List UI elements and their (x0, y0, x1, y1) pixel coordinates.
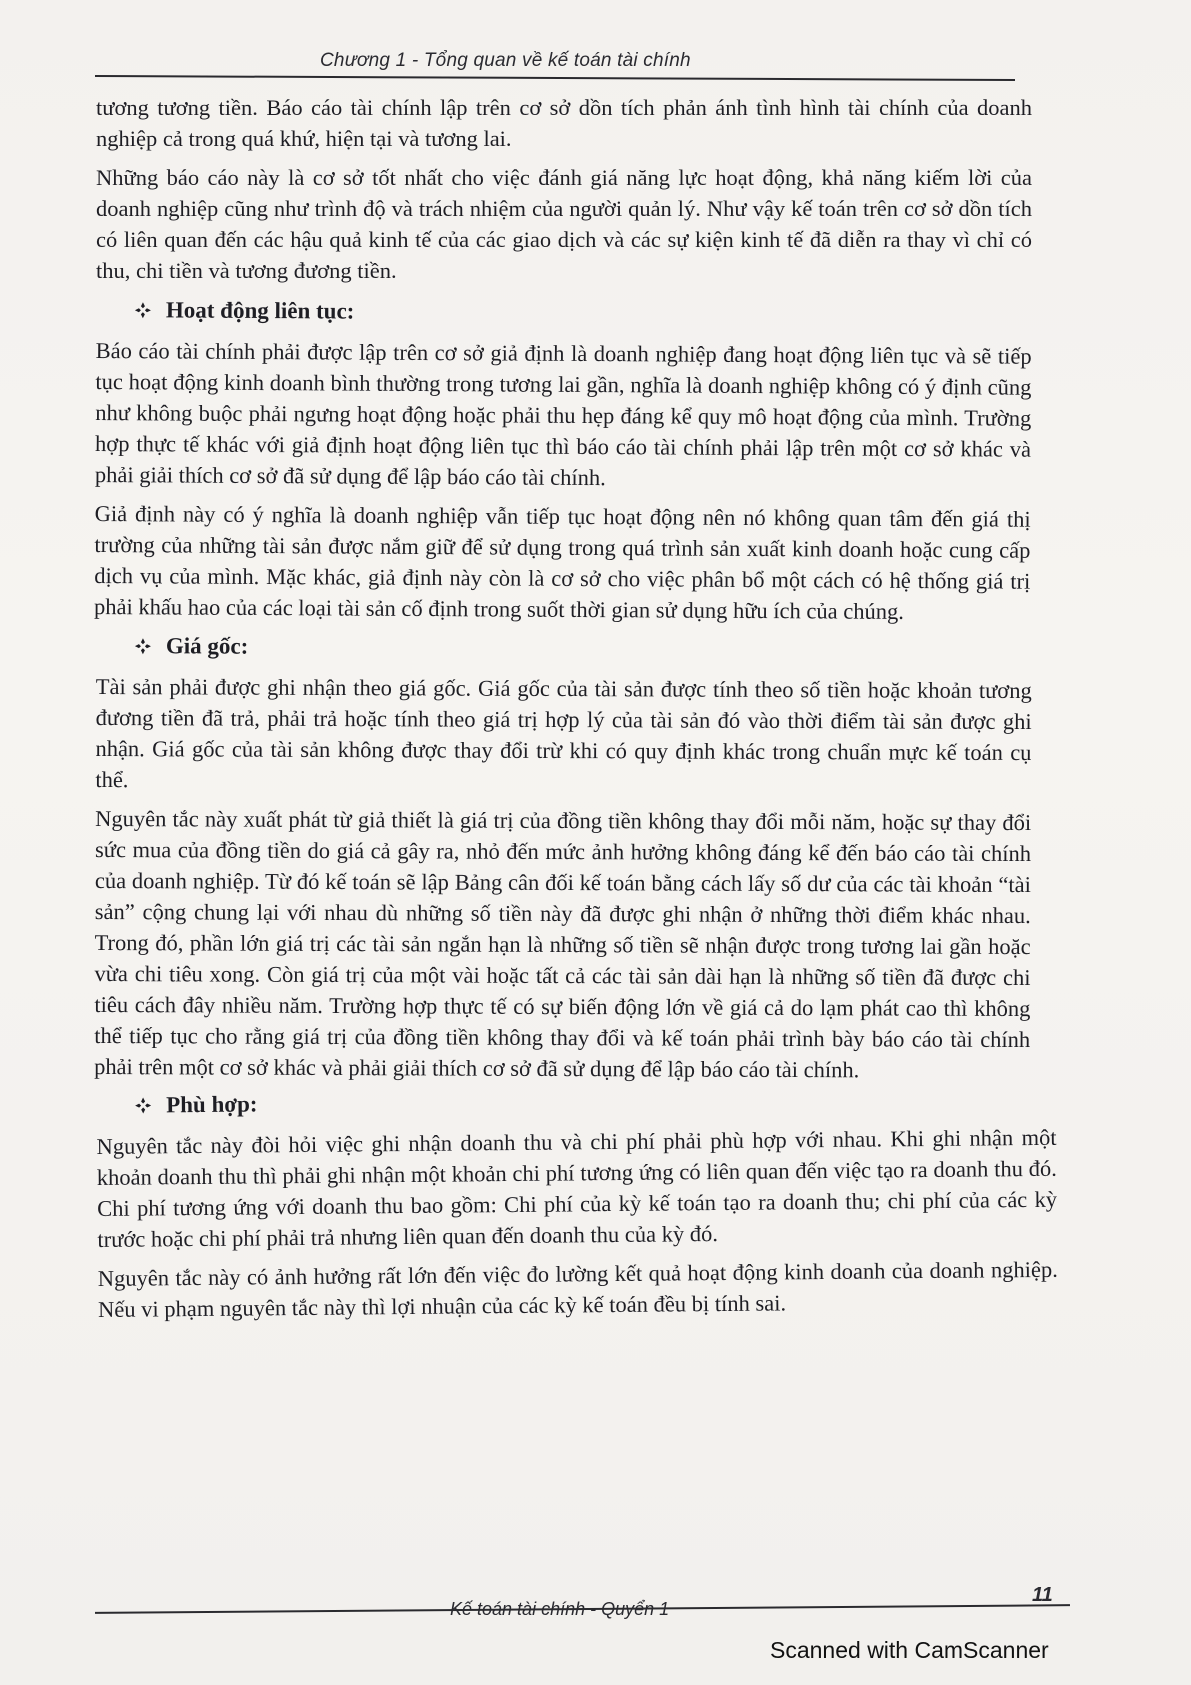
four-diamond-bullet-icon (134, 637, 152, 655)
section-heading (134, 294, 1032, 330)
page-body (94, 92, 1058, 1333)
four-diamond-bullet-icon (134, 1096, 152, 1114)
paragraph-going-concern-meaning: Giả định này có ý nghĩa là doanh nghiệp vẫn tiếp tục hoạt động nên nó không quan tâm đến giá thị trường của những tài sản được nắm giữ để sử dụng trong quá trình sản xuất kinh doanh hoặc cung cấp dịch vụ của mình. Mặc khác, giả định này còn là cơ sở cho việc phân bổ một cách có hệ thống giá trị phải khấu hao của các loại tài sản cố định trong suốt thời gian sử dụng hữu ích của chúng. (94, 500, 1031, 624)
section-heading (134, 1081, 1056, 1121)
scanner-watermark: Scanned with CamScanner (770, 1637, 1049, 1663)
four-diamond-bullet-icon (134, 301, 152, 319)
paragraph-matching-impact: Nguyên tắc này có ảnh hưởng rất lớn đến việc đo lường kết quả hoạt động kinh doanh của doanh nghiệp. Nếu vi phạm nguyên tắc này thì lợi nhuận của các kỳ kế toán đều bị tính sai. (97, 1256, 1058, 1322)
heading-historical-cost: Giá gốc: (165, 633, 249, 659)
section-historical-cost (94, 630, 1032, 1086)
footer-book-title: Kế toán tài chính - Quyển 1 (450, 1599, 670, 1619)
paragraph-accrual-end: tương tương tiền. Báo cáo tài chính lập trên cơ sở dồn tích phản ánh tình hình tài chính của doanh nghiệp cả trong quá khứ, hiện tại và tương lai. (96, 95, 1032, 151)
running-header: Chương 1 - Tổng quan về kế toán tài chính (320, 50, 691, 71)
paragraph-historical-cost-assumption: Nguyên tắc này xuất phát từ giả thiết là giá trị của đồng tiền không thay đổi mỗi năm, hoặc sự thay đổi sức mua của đồng tiền do giá cả gây ra, nhỏ đến mức ảnh hưởng không đáng kể đến báo cáo tài chính của doanh nghiệp. Từ đó kế toán sẽ lập Bảng cân đối kế toán bằng cách lấy số dư của các tài khoản “tài sản” cộng chung lại với nhau dù những số tiền này đã được ghi nhận ở những thời điểm khác nhau. Trong đó, phần lớn giá trị các tài sản ngắn hạn là những số tiền sẽ nhận được trong tương lai gần hoặc vừa chi tiêu xong. Còn giá trị của một vài hoặc tất cả các tài sản dài hạn là những số tiền đã được chi tiêu cách đây nhiều năm. Trường hợp thực tế có sự biến động lớn về giá cả do lạm phát cao thì không thể tiếp tục cho rằng giá trị của đồng tiền không thay đổi và kế toán phải trình bày báo cáo tài chính phải trên một cơ sở khác và phải giải thích cơ sở đã sử dụng để lập báo cáo tài chính. (94, 805, 1032, 1083)
paragraph-matching-definition: Nguyên tắc này đòi hỏi việc ghi nhận doanh thu và chi phí phải phù hợp với nhau. Khi ghi nhận một khoản doanh thu thì phải ghi nhận một khoản chi phí tương ứng có liên quan đến việc tạo ra doanh thu đó. Chi phí tương ứng với doanh thu bao gồm: Chi phí của kỳ kế toán tạo ra doanh thu; chi phí của các kỳ trước hoặc chi phí phải trả nhưng liên quan đến doanh thu của kỳ đó. (96, 1124, 1058, 1252)
paragraph-historical-cost-definition: Tài sản phải được ghi nhận theo giá gốc. Giá gốc của tài sản được tính theo số tiền hoặc khoản tương đương tiền đã trả, phải trả hoặc tính theo giá trị hợp lý của tài sản đó vào thời điểm tài sản được ghi nhận. Giá gốc của tài sản không được thay đổi trừ khi có quy định khác trong chuẩn mực kế toán cụ thể. (95, 673, 1032, 793)
header-rule (95, 75, 1015, 81)
section-going-concern (94, 294, 1032, 628)
paragraph-accrual-reports: Những báo cáo này là cơ sở tốt nhất cho việc đánh giá năng lực hoạt động, khả năng kiếm lời của doanh nghiệp cũng như trình độ và trách nhiệm của người quản lý. Như vậy kế toán trên cơ sở dồn tích có liên quan đến các hậu quả kinh tế của các giao dịch và các sự kiện kinh tế đã diễn ra thay vì chỉ có thu, chi tiền và tương đương tiền. (96, 165, 1032, 283)
section-matching (96, 1081, 1058, 1325)
heading-matching: Phù hợp: (166, 1091, 258, 1118)
heading-going-concern: Hoạt động liên tục: (165, 297, 355, 324)
page-number: 11 (1032, 1584, 1053, 1606)
section-heading (134, 630, 1032, 665)
paragraph-going-concern-definition: Báo cáo tài chính phải được lập trên cơ sở giả định là doanh nghiệp đang hoạt động liên tục và sẽ tiếp tục hoạt động kinh doanh bình thường trong tương lai gần, nghĩa là doanh nghiệp không có ý định cũng như không buộc phải ngưng hoạt động hoặc phải thu hẹp đáng kể quy mô hoạt động của mình. Trường hợp thực tế khác với giả định hoạt động liên tục thì báo cáo tài chính phải lập trên một cơ sở khác và phải giải thích cơ sở đã sử dụng để lập báo cáo tài chính. (94, 337, 1032, 491)
